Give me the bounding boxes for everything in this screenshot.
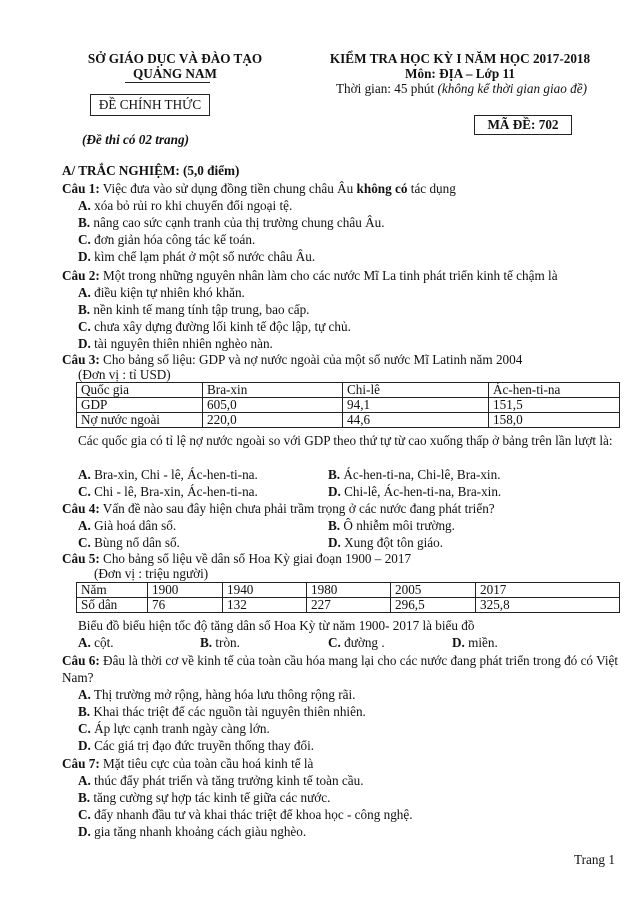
option-b: B. Ô nhiễm môi trường. (328, 518, 455, 533)
table-cell: Nợ nước ngoài (77, 413, 203, 428)
question-text: Một trong những nguyên nhân làm cho các nước Mĩ La tinh phát triển kinh tế chậm là (99, 268, 558, 283)
question-number: Câu 6: (62, 653, 100, 668)
table-cell: 151,5 (489, 398, 620, 413)
subject-line: Môn: ĐỊA – Lớp 11 (405, 66, 515, 81)
gdp-debt-table (76, 382, 620, 428)
option-c: C. Áp lực cạnh tranh ngày càng lớn. (78, 721, 270, 736)
table-header-cell: 1900 (148, 583, 223, 598)
table-header-cell: Ác-hen-ti-na (489, 383, 620, 398)
option-b: B. tăng cường sự hợp tác kinh tế giữa các nước. (78, 790, 331, 805)
official-label: ĐỀ CHÍNH THỨC (98, 97, 202, 112)
question-number: Câu 4: (62, 501, 100, 516)
option-a: A. Bra-xin, Chi - lê, Ác-hen-ti-na. (78, 467, 258, 482)
question-4 (62, 501, 495, 517)
question-3-prompt: Các quốc gia có tỉ lệ nợ nước ngoài so với GDP theo thứ tự từ cao xuống thấp ở bảng trên lần lượt là: (78, 433, 613, 448)
table-cell: 296,5 (391, 598, 476, 613)
option-b: B. tròn. (200, 635, 240, 650)
table-header-cell: Bra-xin (203, 383, 343, 398)
question-text: Cho bảng số liệu về dân số Hoa Kỳ giai đoạn 1900 – 2017 (99, 551, 412, 566)
option-d: D. Xung đột tôn giáo. (328, 535, 444, 550)
option-b: B. Khai thác triệt để các nguồn tài nguyên thiên nhiên. (78, 704, 366, 719)
table-header-cell: Chi-lê (343, 383, 489, 398)
question-emphasis: không có (356, 181, 408, 196)
table-header-cell: Quốc gia (77, 383, 203, 398)
section-a-title: A/ TRẮC NGHIỆM: (5,0 điểm) (62, 163, 240, 178)
question-number: Câu 1: (62, 181, 100, 196)
table-cell: 132 (223, 598, 307, 613)
exam-code: MÃ ĐỀ: 702 (487, 117, 559, 132)
page-number: Trang 1 (574, 852, 615, 867)
table-row (77, 583, 620, 598)
question-3 (62, 352, 522, 368)
option-b: B. nâng cao sức cạnh tranh của thị trường chung châu Âu. (78, 215, 385, 230)
table-row (77, 383, 620, 398)
question-6 (62, 653, 618, 686)
time-label: Thời gian: 45 phút (336, 81, 438, 96)
question-1 (62, 181, 456, 197)
pages-note: (Đề thi có 02 trang) (82, 132, 189, 147)
question-number: Câu 7: (62, 756, 100, 771)
option-c: C. chưa xây dựng đường lối kinh tế độc lập, tự chủ. (78, 319, 351, 334)
option-c: C. đường . (328, 635, 385, 650)
option-c: C. đơn giản hóa công tác kế toán. (78, 232, 256, 247)
table-cell: 94,1 (343, 398, 489, 413)
question-number: Câu 3: (62, 352, 100, 367)
table-header-cell: Năm (77, 583, 148, 598)
exam-code-box (474, 115, 572, 135)
table-cell: 605,0 (203, 398, 343, 413)
option-c: C. đẩy nhanh đầu tư và khai thác triệt để khoa học - công nghệ. (78, 807, 413, 822)
population-table (76, 582, 620, 613)
question-2 (62, 268, 558, 284)
table-row (77, 598, 620, 613)
table-cell: 158,0 (489, 413, 620, 428)
option-d: D. miền. (452, 635, 498, 650)
question-text: tác dụng (407, 181, 456, 196)
table-cell: 220,0 (203, 413, 343, 428)
option-a: A. cột. (78, 635, 114, 650)
time-note: (không kể thời gian giao đề) (437, 81, 587, 96)
question-7 (62, 756, 313, 772)
table-cell: 76 (148, 598, 223, 613)
table-header-cell: 1940 (223, 583, 307, 598)
table-unit: (Đơn vị : triệu người) (94, 566, 209, 581)
header-underline (125, 82, 210, 83)
option-a: A. Già hoá dân số. (78, 518, 177, 533)
option-c: C. Chi - lê, Bra-xin, Ác-hen-ti-na. (78, 484, 258, 499)
table-row (77, 398, 620, 413)
option-a: A. Thị trường mở rộng, hàng hóa lưu thông rộng rãi. (78, 687, 356, 702)
table-header-cell: 1980 (307, 583, 391, 598)
option-d: D. Chi-lê, Ác-hen-ti-na, Bra-xin. (328, 484, 502, 499)
question-text: Đâu là thời cơ về kinh tế của toàn cầu hóa mang lại cho các nước đang phát triển trong đó có Việt Nam? (62, 653, 619, 685)
table-cell: 227 (307, 598, 391, 613)
table-cell: GDP (77, 398, 203, 413)
table-header-cell: 2017 (476, 583, 620, 598)
exam-title: KIỂM TRA HỌC KỲ I NĂM HỌC 2017-2018 (329, 51, 591, 66)
option-a: A. thúc đẩy phát triển và tăng trưởng kinh tế toàn cầu. (78, 773, 364, 788)
question-text: Cho bảng số liệu: GDP và nợ nước ngoài của một số nước Mĩ Latinh năm 2004 (99, 352, 523, 367)
option-a: A. điều kiện tự nhiên khó khăn. (78, 285, 245, 300)
option-b: B. Ác-hen-ti-na, Chi-lê, Bra-xin. (328, 467, 501, 482)
time-line (336, 81, 587, 96)
option-d: D. Các giá trị đạo đức truyền thống thay đổi. (78, 738, 315, 753)
option-a: A. xóa bỏ rủi ro khi chuyển đổi ngoại tệ. (78, 198, 293, 213)
option-b: B. nền kinh tế mang tính tập trung, bao cấp. (78, 302, 310, 317)
option-c: C. Bùng nổ dân số. (78, 535, 180, 550)
question-number: Câu 2: (62, 268, 100, 283)
question-5-prompt: Biểu đồ biểu hiện tốc độ tăng dân số Hoa Kỳ từ năm 1900- 2017 là biểu đồ (78, 618, 475, 633)
table-cell: Số dân (77, 598, 148, 613)
province-name: QUẢNG NAM (133, 66, 217, 81)
question-text: Vấn đề nào sau đây hiện chưa phải trầm trọng ở các nước đang phát triển? (99, 501, 495, 516)
question-5 (62, 551, 411, 567)
official-box (90, 94, 210, 116)
question-text: Mặt tiêu cực của toàn cầu hoá kinh tế là (99, 756, 314, 771)
question-text: Việc đưa vào sử dụng đồng tiền chung châu Âu (99, 181, 357, 196)
option-d: D. kìm chế lạm phát ở một số nước châu Âu. (78, 249, 316, 264)
option-d: D. tài nguyên thiên nhiên nghèo nàn. (78, 336, 273, 351)
table-row (77, 413, 620, 428)
table-unit: (Đơn vị : tỉ USD) (78, 367, 171, 382)
option-d: D. gia tăng nhanh khoảng cách giàu nghèo. (78, 824, 307, 839)
table-header-cell: 2005 (391, 583, 476, 598)
dept-name: SỞ GIÁO DỤC VÀ ĐÀO TẠO (87, 51, 263, 66)
table-cell: 44,6 (343, 413, 489, 428)
question-number: Câu 5: (62, 551, 100, 566)
table-cell: 325,8 (476, 598, 620, 613)
